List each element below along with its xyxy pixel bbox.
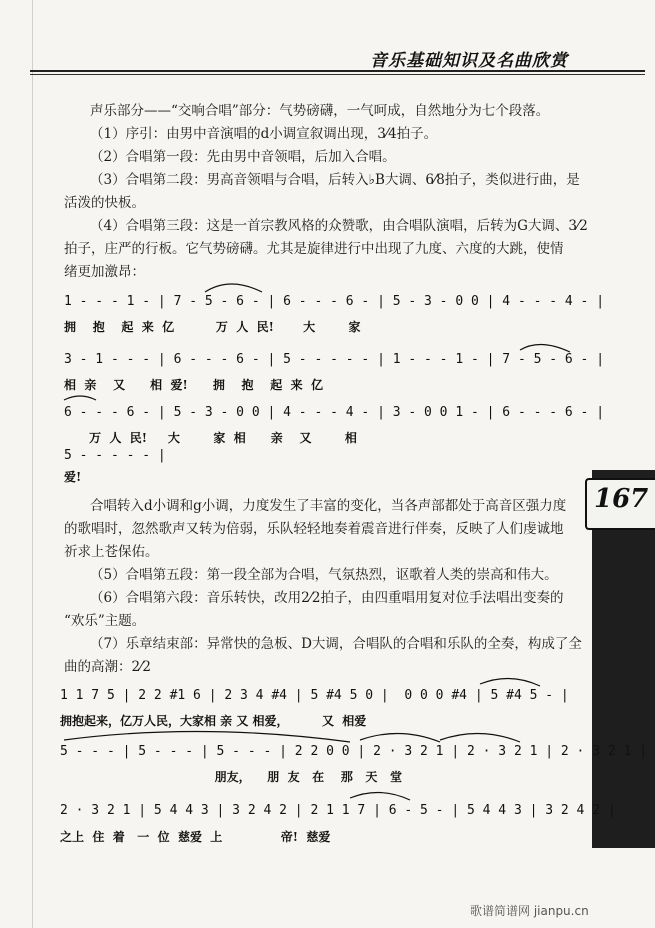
score-line: 5 - - - | 5 - - - | 5 - - - | 2 2 0 0 | 2 · 3 2 1 | 2 · 3 2 1 | 2 · 3 2 1 | xyxy=(60,744,647,759)
paragraph-line: 合唱转入d小调和g小调，力度发生了丰富的变化，当各声部都处于高音区强力度 xyxy=(90,498,567,514)
paragraph-line: 绪更加激昂： xyxy=(64,264,145,280)
slur-mark xyxy=(64,731,350,742)
paragraph-line: 活泼的快板。 xyxy=(64,195,145,211)
lyric-line: 万 人 民! 大 家 相 亲 又 相 xyxy=(64,431,357,445)
page-number: 167 xyxy=(594,484,649,514)
paragraph-line: （5）合唱第五段：第一段全部为合唱，气氛热烈，讴歌着人类的崇高和伟大。 xyxy=(90,567,558,583)
slur-mark xyxy=(350,792,410,800)
lyric-line: 之上 住 着 一 位 慈爱 上 帝! 慈爱 xyxy=(60,830,331,844)
slur-mark xyxy=(64,396,96,400)
paragraph-line: 声乐部分——“交响合唱”部分：气势磅礴，一气呵成，自然地分为七个段落。 xyxy=(90,103,550,119)
lyric-line: 拥抱起来，亿万人民，大家相 亲 又 相爱， 又 相爱 xyxy=(60,714,367,728)
slur-mark xyxy=(520,344,570,352)
score-line: 6 - - - 6 - | 5 - 3 - 0 0 | 4 - - - 4 - | 3 - 0 0 1 - | 6 - - - 6 - | xyxy=(64,405,605,420)
slur-mark xyxy=(360,733,440,742)
lyric-line: 拥 抱 起 来 亿 万 人 民! 大 家 xyxy=(64,320,361,334)
lyric-line: 爱! xyxy=(64,470,82,484)
paragraph-line: 祈求上苍保佑。 xyxy=(64,544,159,560)
paragraph-line: 曲的高潮：2⁄2 xyxy=(64,659,151,675)
slur-mark xyxy=(440,733,520,742)
slur-mark xyxy=(205,284,262,292)
score-line: 1 - - - 1 - | 7 - 5 - 6 - | 6 - - - 6 - | 5 - 3 - 0 0 | 4 - - - 4 - | xyxy=(64,294,605,309)
paragraph-line: 的歌唱时，忽然歌声又转为倍弱，乐队轻轻地奏着震音进行伴奏，反映了人们虔诚地 xyxy=(64,521,564,537)
paragraph-line: （3）合唱第二段：男高音领唱与合唱，后转入♭B大调、6⁄8拍子，类似进行曲，是 xyxy=(90,172,580,188)
paragraph-line: “欢乐”主题。 xyxy=(64,613,146,629)
running-header-title: 音乐基础知识及名曲欣赏 xyxy=(370,51,568,71)
lyric-line: 相 亲 又 相 爱! 拥 抱 起 来 亿 xyxy=(64,378,323,392)
score-line: 5 - - - - - | xyxy=(64,448,166,463)
score-line: 3 - 1 - - - | 6 - - - 6 - | 5 - - - - - | 1 - - - 1 - | 7 - 5 - 6 - | xyxy=(64,352,605,367)
paragraph-line: （6）合唱第六段：音乐转快，改用2⁄2拍子，由四重唱用复对位手法唱出变奏的 xyxy=(90,590,564,606)
score-line: 1 1 7 5 | 2 2 #1 6 | 2 3 4 #4 | 5 #4 5 0 | 0 0 0 #4 | 5 #4 5 - | xyxy=(60,688,569,703)
paragraph-line: （1）序引：由男中音演唱的d小调宣叙调出现，3⁄4拍子。 xyxy=(90,126,438,142)
watermark: 歌谱简谱网 jianpu.cn xyxy=(470,904,589,918)
paragraph-line: 拍子，庄严的行板。它气势磅礴。尤其是旋律进行中出现了九度、六度的大跳，使情 xyxy=(64,241,564,257)
lyric-line: 朋友， 朋 友 在 那 天 堂 xyxy=(60,770,402,784)
paragraph-line: （2）合唱第一段：先由男中音领唱，后加入合唱。 xyxy=(90,149,396,165)
slur-mark xyxy=(480,678,540,686)
score-line: 2 · 3 2 1 | 5 4 4 3 | 3 2 4 2 | 2 1 1 7 | 6 - 5 - | 5 4 4 3 | 3 2 4 2 | xyxy=(60,803,616,818)
paragraph-line: （4）合唱第三段：这是一首宗教风格的众赞歌，由合唱队演唱，后转为G大调、3⁄2 xyxy=(90,218,588,234)
paragraph-line: （7）乐章结束部：异常快的急板、D大调，合唱队的合唱和乐队的全奏，构成了全 xyxy=(90,636,582,652)
